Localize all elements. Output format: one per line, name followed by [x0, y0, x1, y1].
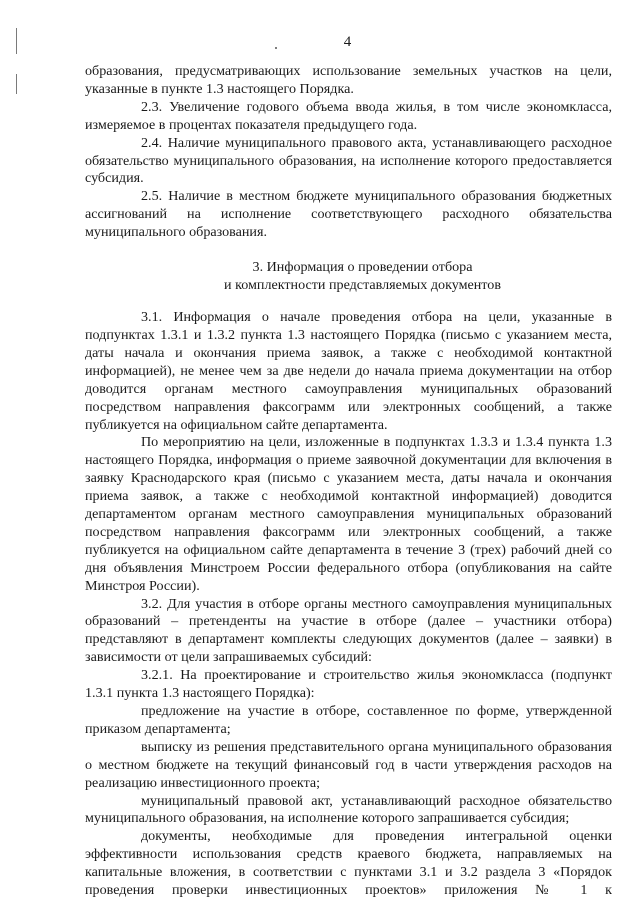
paragraph: 2.4. Наличие муниципального правового акта, устанавливающего расходное обязательство муниципального образования, на исполнение которого предоставляется субсидия.: [85, 134, 612, 187]
paragraph: 3.1. Информация о начале проведения отбора на цели, указанные в подпунктах 1.3.1 и 1.3.2 пункта 1.3 настоящего Порядка (письмо с указанием места, даты начала и окончания приема заявок, а также с необходимой контактной информацией), не менее чем за две недели до начала приема документации на отбор доводится органам местного самоуправления муниципальных образований посредством направления факсограмм или электронных сообщений, а также публикуется на официальном сайте департамента.: [85, 309, 612, 433]
section-heading-line: и комплектности представляемых документов: [224, 277, 501, 294]
list-item: выписку из решения представительного органа муниципального образования о местном бюджете на текущий финансовый год в части утверждения расходов на реализацию инвестиционного проекта;: [85, 738, 612, 791]
scan-margin-line: [16, 74, 17, 94]
paragraph: 3.2.1. На проектирование и строительство жилья экономкласса (подпункт 1.3.1 пункта 1.3 настоящего Порядка):: [85, 667, 612, 702]
paragraph: 3.2. Для участия в отборе органы местного самоуправления муниципальных образований – претенденты на участие в отборе (далее – участники отбора) представляют в департамент комплекты следующих документов (далее – заявки) в зависимости от цели запрашиваемых субсидий:: [85, 595, 612, 666]
list-item: муниципальный правовой акт, устанавливающий расходное обязательство муниципального образования, на исполнение которого запрашивается субсидия;: [85, 792, 612, 827]
page-number: 4: [343, 34, 352, 50]
document-body: [85, 63, 612, 900]
paragraph: 2.3. Увеличение годового объема ввода жилья, в том числе экономкласса, измеряемое в процентах показателя предыдущего года.: [85, 98, 612, 133]
section-heading: [85, 258, 612, 294]
paragraph: образования, предусматривающих использование земельных участков на цели, указанные в пункте 1.3 настоящего Порядка.: [85, 63, 612, 97]
paragraph: 2.5. Наличие в местном бюджете муниципального образования бюджетных ассигнований на исполнение соответствующего расходного обязательства муниципального образования.: [85, 188, 612, 241]
list-item: документы, необходимые для проведения интегральной оценки эффективности использования средств краевого бюджета, направляемых на капитальные вложения, в соответствии с пунктами 3.1 и 3.2 раздела 3 «Порядок проведения проверки инвестиционных проектов» приложения № 1 к: [85, 828, 612, 899]
paragraph: По мероприятию на цели, изложенные в подпунктах 1.3.3 и 1.3.4 пункта 1.3 настоящего Порядка, информация о приеме заявочной документации для включения в заявку Краснодарского края (письмо с указанием места, даты начала и окончания приема заявок, а также с необходимой контактной информацией) доводится департаментом органам местного самоуправления муниципальных образований посредством направления факсограмм или электронных сообщений, а также публикуется на официальном сайте департамента в течение 3 (трех) рабочий дней со дня объявления Минстроем России федерального отбора (опубликования на сайте Минстроя России).: [85, 434, 612, 594]
section-heading-line: 3. Информация о проведении отбора: [252, 259, 473, 276]
list-item: предложение на участие в отборе, составленное по форме, утвержденной приказом департамента;: [85, 703, 612, 737]
